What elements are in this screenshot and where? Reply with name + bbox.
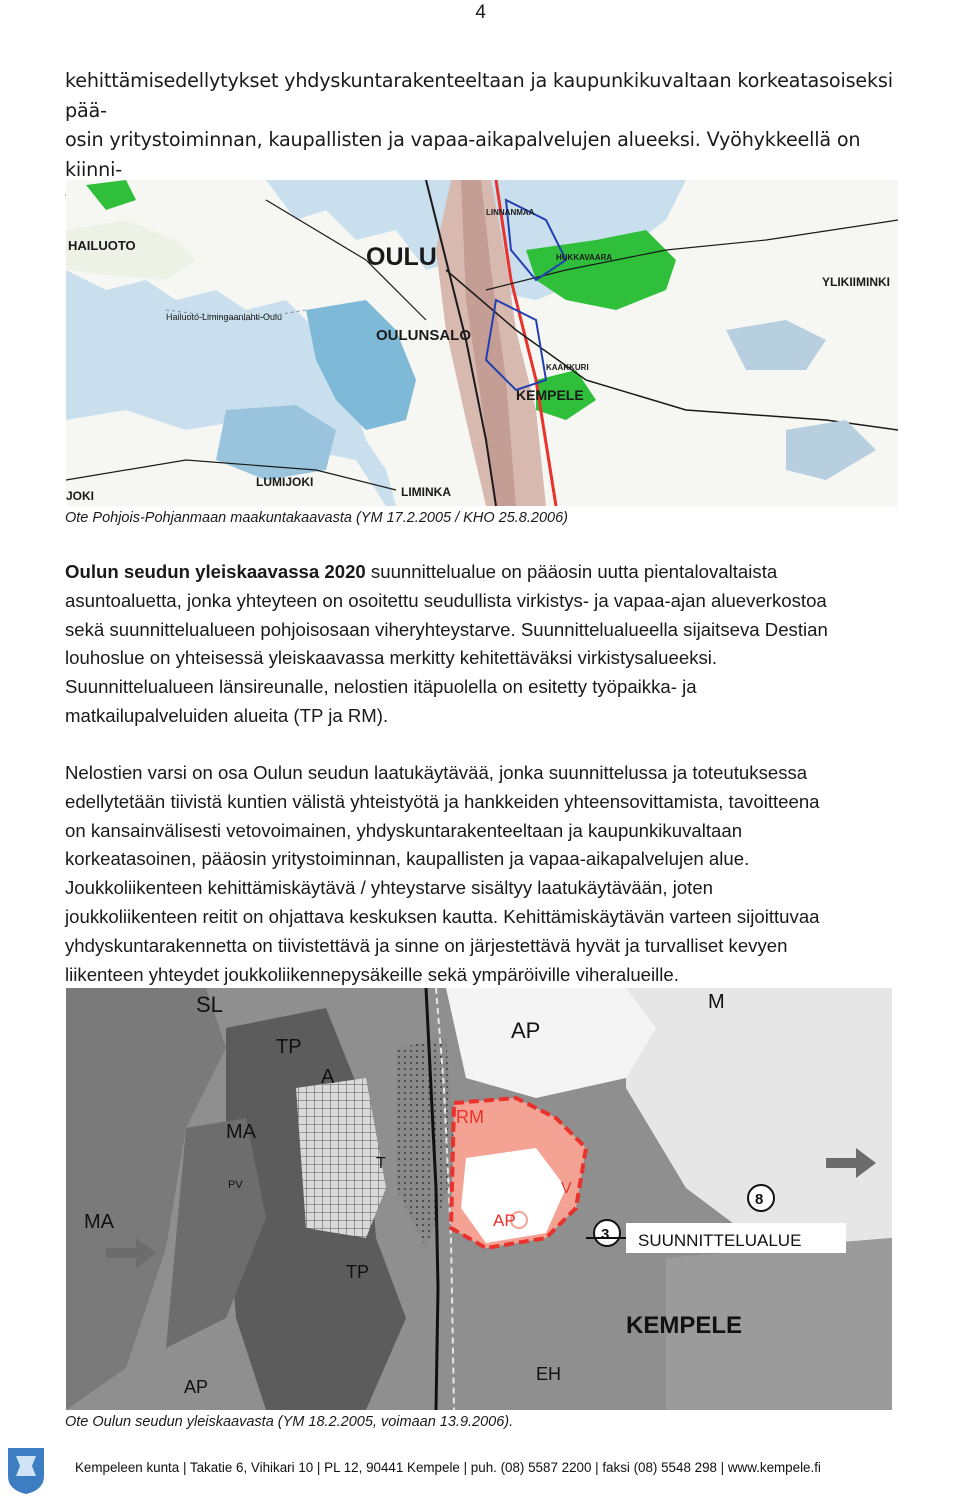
map-label-ylikiiminki: YLIKIIMINKI <box>822 275 890 289</box>
zone-label-ap: AP <box>511 1018 541 1043</box>
paragraph-line: yhdyskuntarakennetta on tiivistettävä ja sinne on järjestettävä hyvät ja turvalliset kevyen <box>65 934 788 956</box>
regional-plan-map-graphic <box>66 180 898 506</box>
map-label-liminka: LIMINKA <box>401 485 451 499</box>
map1-caption: Ote Pohjois-Pohjanmaan maakuntakaavasta (YM 17.2.2005 / KHO 25.8.2006) <box>65 510 568 526</box>
paragraph-line: on kansainvälisesti vetovoimainen, yhdyskuntarakenteeltaan ja kaupunkikuvaltaan <box>65 819 743 841</box>
map2-label-kempele: KEMPELE <box>626 1312 743 1339</box>
map-label-kempele: KEMPELE <box>516 387 584 403</box>
general-plan-map <box>66 988 892 1410</box>
paragraph-line: louhoslue on yhteisessä yleiskaavassa merkitty kehitettäväksi virkistysalueeksi. <box>65 647 718 669</box>
planning-area-label: SUUNNITTELUALUE <box>638 1231 802 1250</box>
paragraph-line: asuntoaluetta, jonka yhteyteen on osoitettu seudullista virkistys- ja vapaa-ajan alueverkostoa <box>65 589 827 611</box>
map-label-oulu: OULU <box>366 243 437 271</box>
zone-label-ap-planned: AP <box>493 1211 516 1230</box>
zone-label-ap-southwest: AP <box>184 1377 209 1397</box>
municipality-coat-of-arms-icon <box>6 1446 46 1496</box>
paragraph-bold-lead: Oulun seudun yleiskaavassa 2020 <box>65 561 366 582</box>
zone-label-ma-west: MA <box>84 1211 114 1233</box>
zone-label-rm: RM <box>456 1107 484 1127</box>
map-label-linnanmaa: LINNANMAA <box>486 208 535 217</box>
map-label-lumijoki: LUMIJOKI <box>256 475 314 489</box>
paragraph-line: korkeatasoinen, pääosin yritystoiminnan, kaupallisten ja vapaa-aikapalvelujen alue. <box>65 848 750 870</box>
zone-label-t: T <box>376 1155 386 1172</box>
zone-label-pv: PV <box>228 1179 243 1191</box>
zone-label-v: V <box>561 1180 572 1197</box>
page-number: 4 <box>475 2 486 23</box>
zone-label-tp: TP <box>276 1036 302 1058</box>
intro-line: kehittämisedellytykset yhdyskuntarakenteeltaan ja kaupunkikuvaltaan korkeatasoiseksi pää- <box>65 69 893 122</box>
road-marker-3: 3 <box>601 1226 610 1243</box>
map-label-hailuoto: HAILUOTO <box>68 238 136 253</box>
map-label-kaakkuri: KAAKKURI <box>546 363 589 372</box>
map-label-hukkavaara: HUKKAVAARA <box>556 253 613 262</box>
paragraph-line: Joukkoliikenteen kehittämiskäytävä / yhteystarve sisältyy laatukäytävään, joten <box>65 877 714 899</box>
zone-label-sl: SL <box>196 992 223 1017</box>
road-marker-8: 8 <box>755 1191 764 1208</box>
map-label-nature-area: Hailuoto-Limingaanlahti-Oulu <box>166 312 283 322</box>
zone-label-tp-south: TP <box>346 1262 370 1282</box>
paragraph-quality-corridor <box>65 759 945 989</box>
zone-label-ma: MA <box>226 1121 256 1143</box>
zone-label-m: M <box>708 991 725 1013</box>
general-plan-map-graphic <box>66 988 892 1410</box>
paragraph-line: sekä suunnittelualueen pohjoisosaan viheryhteystarve. Suunnittelualueella sijaitseva Destian <box>65 618 828 640</box>
regional-plan-map <box>66 180 898 506</box>
map-label-oulunsalo: OULUNSALO <box>376 327 471 344</box>
map-label-joki: JOKI <box>66 489 95 503</box>
intro-line: osin yritystoiminnan, kaupallisten ja vapaa-aikapalvelujen alueeksi. Vyöhykkeellä on kiinni- <box>65 128 861 181</box>
zone-label-a: A <box>321 1066 335 1088</box>
paragraph-line: edellytetään tiivistä kuntien välistä yhteistyötä ja hankkeiden yhteensovittamista, tavoitteena <box>65 790 820 812</box>
paragraph-line: joukkoliikenteen reitit on ohjattava keskuksen kautta. Kehittämiskäytävän varteen sijoittuvaa <box>65 905 820 927</box>
zone-label-eh: EH <box>536 1364 562 1384</box>
paragraph-line: suunnittelualue on pääosin uutta pientalovaltaista <box>365 561 778 582</box>
paragraph-line: matkailupalveluiden alueita (TP ja RM). <box>65 704 389 726</box>
paragraph-line: Suunnittelualueen länsireunalle, nelostien itäpuolella on esitetty työpaikka- ja <box>65 676 697 698</box>
map2-caption: Ote Oulun seudun yleiskaavasta (YM 18.2.2005, voimaan 13.9.2006). <box>65 1414 514 1430</box>
paragraph-general-plan <box>65 558 945 731</box>
paragraph-line: liikenteen yhteydet joukkoliikennepysäkeille sekä ympäröiville viheralueille. <box>65 963 679 985</box>
paragraph-line: Nelostien varsi on osa Oulun seudun laatukäytävää, jonka suunnittelussa ja toteutuksessa <box>65 762 808 783</box>
page-footer: Kempeleen kunta | Takatie 6, Vihikari 10 | PL 12, 90441 Kempele | puh. (08) 5587 2200 | faksi (08) 5548 298 | www.kempele.fi <box>75 1460 821 1475</box>
